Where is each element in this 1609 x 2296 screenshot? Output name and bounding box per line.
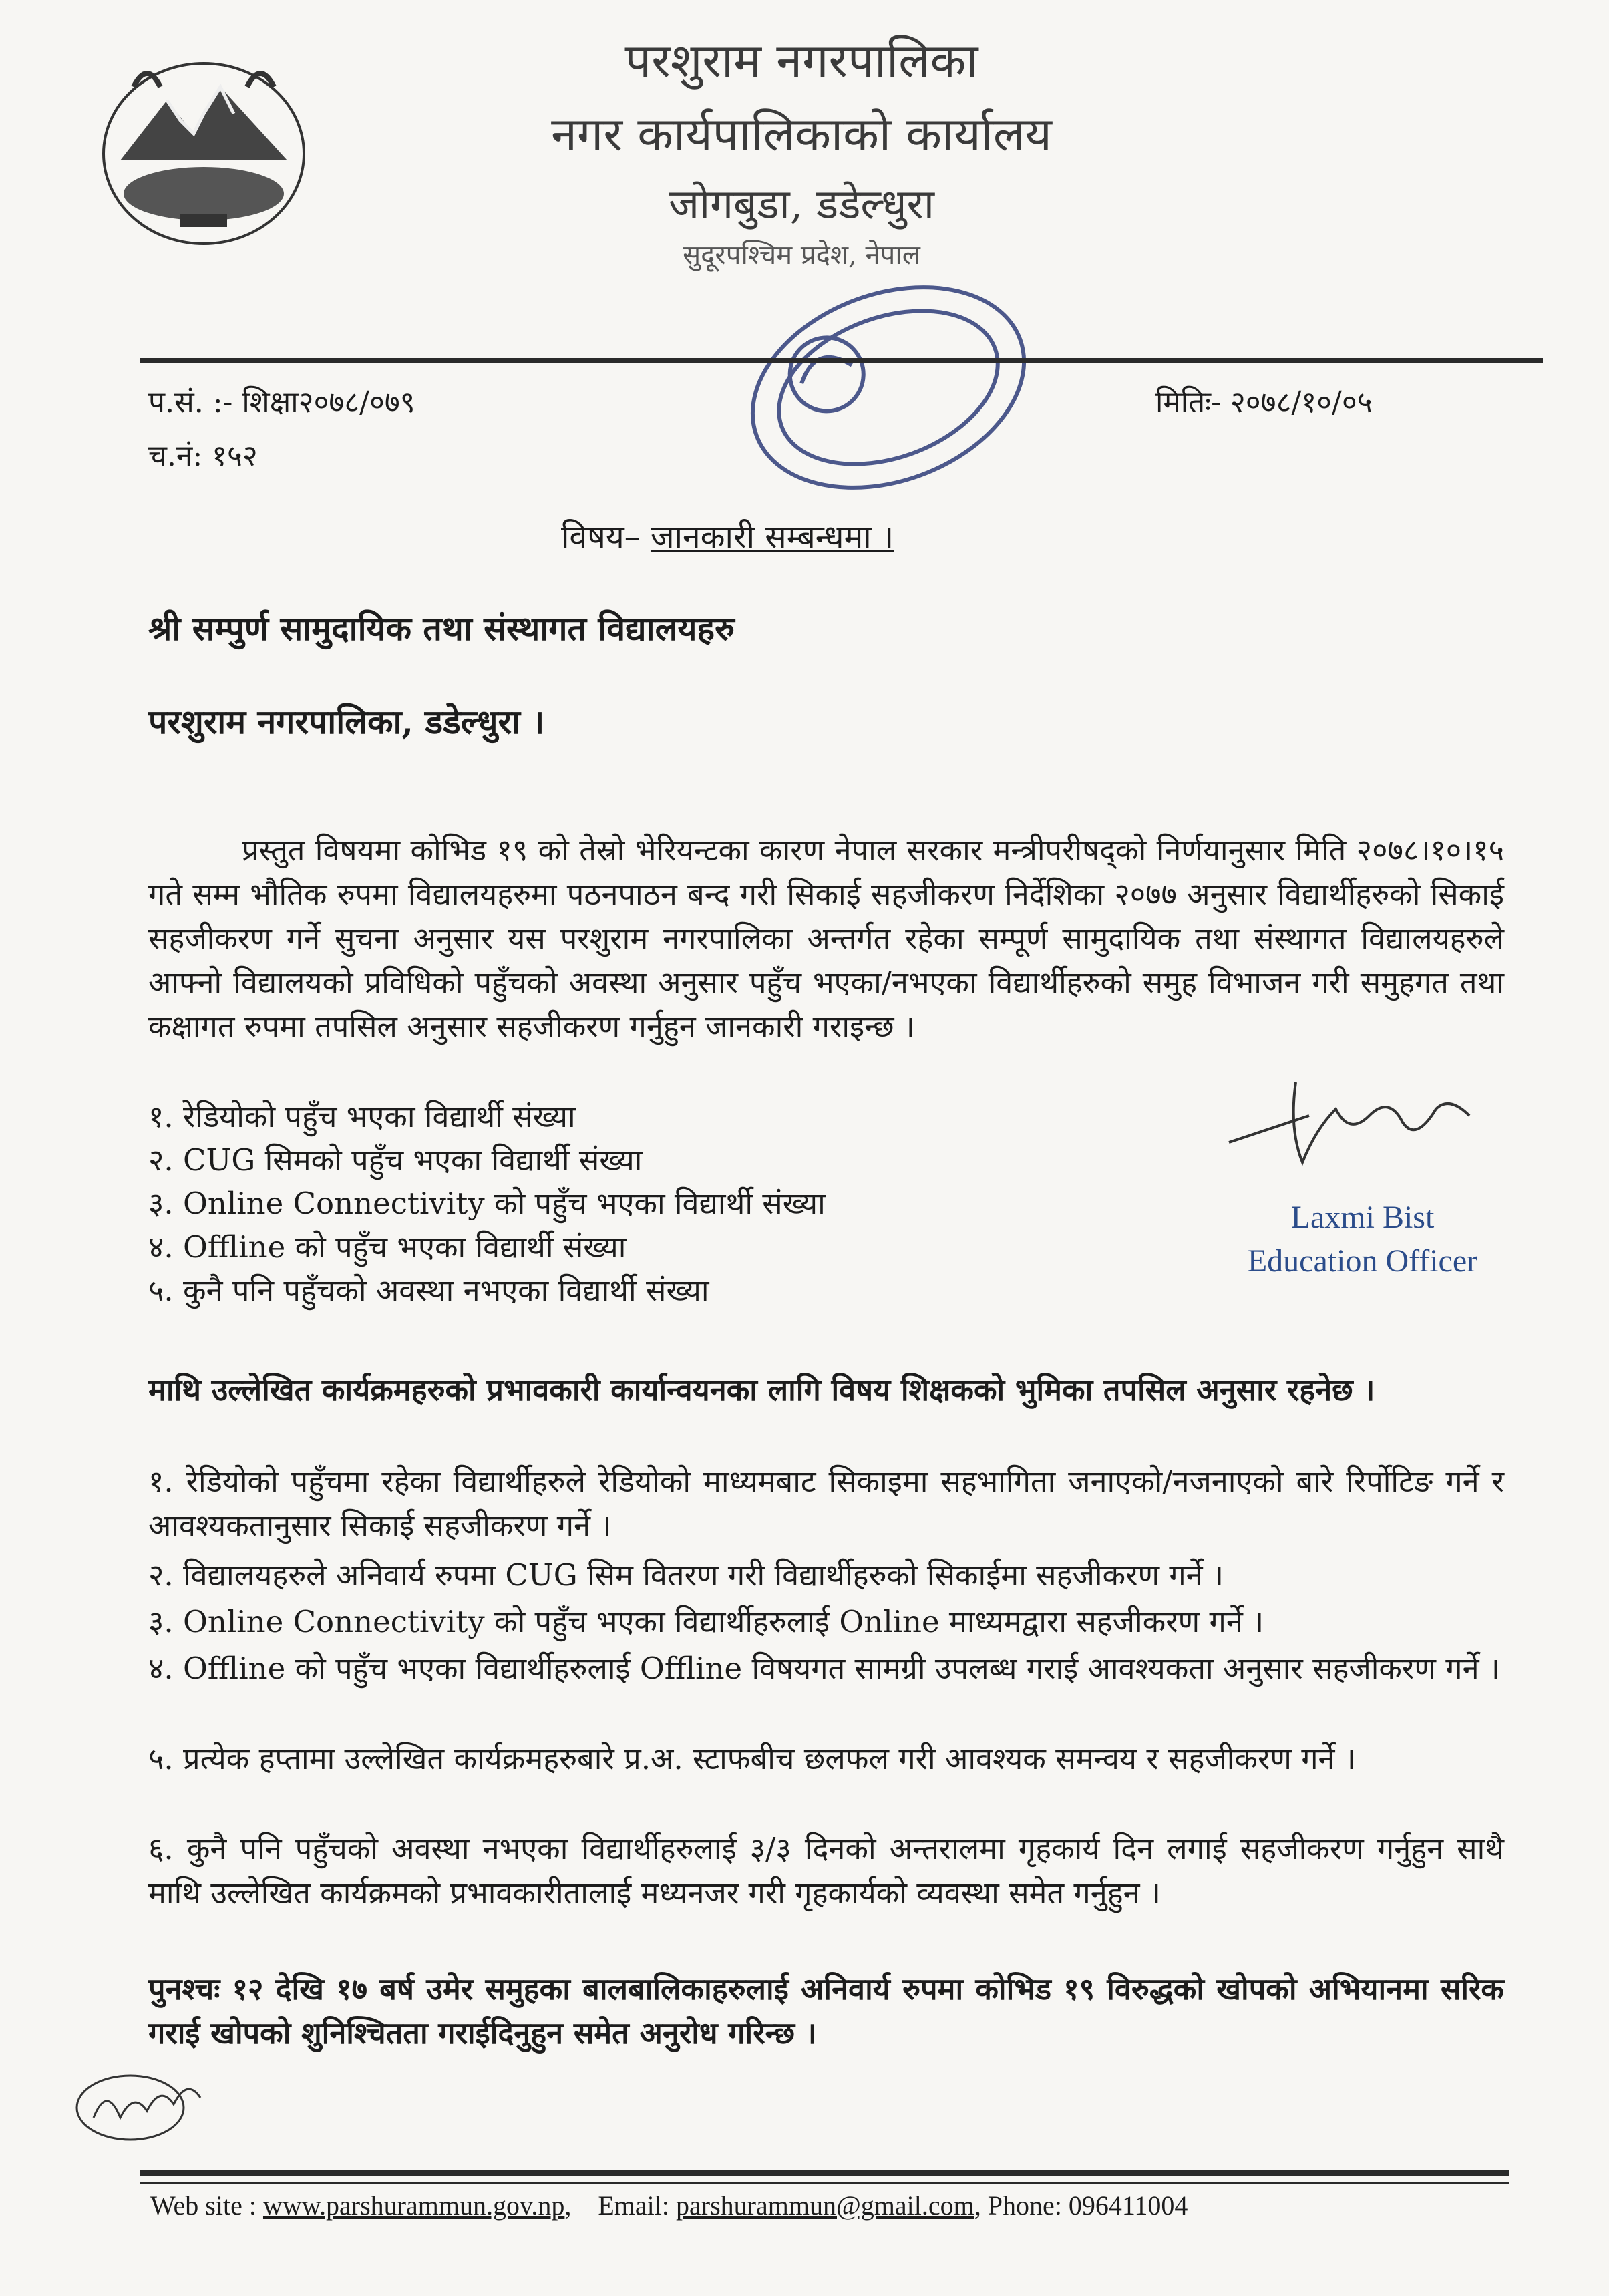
subject-text: जानकारी सम्बन्धमा ।: [650, 518, 894, 556]
government-emblem: [94, 47, 314, 250]
footer-divider: [140, 2170, 1509, 2176]
website-link[interactable]: www.parshurammun.gov.np: [262, 2190, 565, 2221]
list-item: ५. प्रत्येक हप्तामा उल्लेखित कार्यक्रमहरुबारे प्र.अ. स्टाफबीच छलफल गरी आवश्यक समन्वय र सहजीकरण गर्ने ।: [148, 1741, 1356, 1776]
list-item: २. विद्यालयहरुले अनिवार्य रुपमा CUG सिम वितरण गरी विद्यार्थीहरुको सिकाईमा सहजीकरण गर्ने ।: [148, 1557, 1224, 1593]
signature: [1216, 1069, 1496, 1178]
postscript: पुनश्चः १२ देखि १७ बर्ष उमेर समुहका बालबालिकाहरुलाई अनिवार्य रुपमा कोभिड १९ विरुद्धको खोपको अभियानमा सरिक गराई खोपको शुनिश्चितता गराईदिनुहुन समेत अनुरोध गरिन्छ ।: [148, 1971, 1504, 2051]
header-divider: [140, 358, 1543, 363]
office-province: सुदूरपश्चिम प्रदेश, नेपाल: [683, 240, 920, 271]
addressee-line1: श्री सम्पुर्ण सामुदायिक तथा संस्थागत विद्यालयहरु: [148, 609, 735, 648]
list-item: ३. Online Connectivity को पहुँच भएका विद्यार्थी संख्या: [148, 1186, 826, 1221]
body-paragraph-text: प्रस्तुत विषयमा कोभिड १९ को तेस्रो भेरियन्टका कारण नेपाल सरकार मन्त्रीपरीषद्को निर्णयानुसार मिति २०७८।१०।१५ गते सम्म भौतिक रुपमा विद्यालयहरुमा पठनपाठन बन्द गरी सिकाई सहजीकरण निर्देशिका २०७७ अनुसार विद्यार्थीहरुको सिकाई सहजीकरण गर्ने सुचना अनुसार यस परशुराम नगरपालिका अन्तर्गत रहेका सम्पूर्ण सामुदायिक तथा संस्थागत विद्यालयहरुले आफ्नो विद्यालयको प्रविधिको पहुँचको अवस्था अनुसार पहुँच भएका/नभएका विद्यार्थीहरुको समुह विभाजन गरी समुहगत तथा कक्षागत रुपमा तपसिल अनुसार सहजीकरण गर्नुहुन जानकारी गराइन्छ ।: [148, 832, 1504, 1044]
list-item: ५. कुनै पनि पहुँचको अवस्था नभएका विद्यार्थी संख्या: [148, 1273, 709, 1308]
list-item: १. रेडियोको पहुँच भएका विद्यार्थी संख्या: [148, 1099, 576, 1134]
list-item: ६. कुनै पनि पहुँचको अवस्था नभएका विद्यार्थीहरुलाई ३/३ दिनको अन्तरालमा गृहकार्य दिन लगाई सहजीकरण गर्नुहुन साथै माथि उल्लेखित कार्यक्रमको प्रभावकारीतालाई मध्यनजर गरी गृहकार्यको व्यवस्था समेत गर्नुहुन ।: [148, 1831, 1504, 1911]
email-label: , Email:: [564, 2190, 677, 2221]
footer-contact: [150, 2190, 1188, 2221]
list-item: ४. Offline को पहुँच भएका विद्यार्थीहरुलाई Offline विषयगत सामग्री उपलब्ध गराई आवश्यकता अनुसार सहजीकरण गर्ने ।: [148, 1651, 1500, 1686]
office-stamp: [721, 267, 1055, 510]
initials-mark: [67, 2058, 227, 2147]
phone-text: , Phone: 096411004: [974, 2190, 1188, 2221]
body-paragraph: [148, 828, 1504, 1049]
list-item: ३. Online Connectivity को पहुँच भएका विद्यार्थीहरुलाई Online माध्यमद्वारा सहजीकरण गर्ने ।: [148, 1604, 1264, 1639]
website-label: Web site :: [150, 2190, 263, 2221]
role-heading: माथि उल्लेखित कार्यक्रमहरुको प्रभावकारी कार्यान्वयनका लागि विषय शिक्षकको भुमिका तपसिल अनुसार रहनेछ ।: [148, 1372, 1375, 1408]
dispatch-number: च.नं: १५२: [148, 439, 258, 473]
office-location: जोगबुडा, डडेल्धुरा: [669, 180, 934, 228]
letter-date: मितिः- २०७८/१०/०५: [1155, 385, 1373, 420]
municipality-name: परशुराम नगरपालिका: [624, 33, 978, 88]
signatory-name: Laxmi Bist: [1290, 1200, 1435, 1235]
footer-divider-thin: [140, 2182, 1509, 2184]
subject-label: विषय–: [561, 518, 641, 556]
list-item: १. रेडियोको पहुँचमा रहेका विद्यार्थीहरुले रेडियोको माध्यमबाट सिकाइमा सहभागिता जनाएको/नजनाएको बारे रिर्पोटिङ गर्ने र आवश्यकतानुसार सिकाई सहजीकरण गर्ने ।: [148, 1464, 1504, 1543]
subject-line: [561, 514, 894, 558]
addressee-line2: परशुराम नगरपालिका, डडेल्धुरा ।: [148, 702, 545, 742]
email-link[interactable]: parshurammun@gmail.com: [676, 2190, 974, 2221]
list-item: २. CUG सिमको पहुँच भएका विद्यार्थी संख्या: [148, 1142, 643, 1178]
reference-number: प.सं. :- शिक्षा२०७८/०७९: [148, 385, 415, 420]
signatory-title: Education Officer: [1247, 1243, 1478, 1279]
list-item: ४. Offline को पहुँच भएका विद्यार्थी संख्या: [148, 1229, 627, 1265]
office-name: नगर कार्यपालिकाको कार्यालय: [551, 107, 1052, 162]
